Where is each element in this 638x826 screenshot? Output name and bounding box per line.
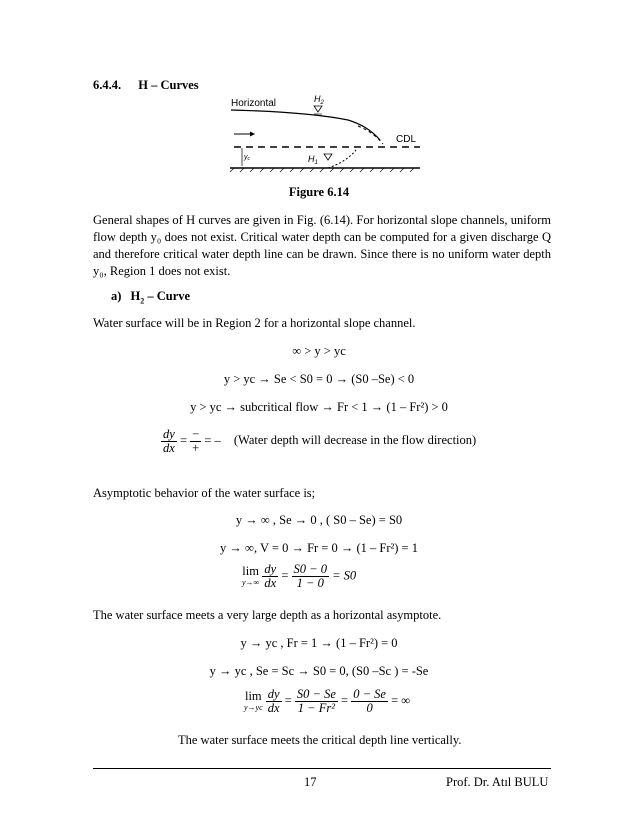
h2-curve: [231, 110, 380, 140]
final-text: The water surface meets the critical depth line vertically.: [178, 733, 462, 747]
subsection-label: a): [111, 289, 122, 303]
section-title: H – Curves: [138, 78, 199, 92]
equation-limit-infinity: lim y→∞ $\frac{dy}{dx}$ = $\frac{S0 - 0}{1 - 0}$ = S0: [242, 562, 357, 590]
intro-paragraph: General shapes of H curves are given in Fig. (6.14). For horizontal slope channels, uniform flow depth y₀ does not exist. Critical water depth can be computed for a given discharge Q and therefore critical water depth line can be drawn. Since there is no uniform water depth y₀, Region 1 does not exist.: [93, 213, 551, 278]
footer-author: Prof. Dr. Atıl BULU: [446, 775, 549, 789]
equation-dydx-sign: $\frac{dy}{dx}$ = $\frac{-}{+}$ = – (Water depth will decrease in the flow direction): [163, 427, 477, 455]
section-heading: [93, 78, 199, 93]
figure-label-cdl: CDL: [396, 134, 417, 145]
sign-fraction: $\frac{-}{+}$: [192, 427, 200, 455]
h-curves-figure: [228, 92, 428, 174]
figure-caption: Figure 6.14: [288, 185, 350, 199]
figure-label-horizontal: Horizontal: [231, 98, 277, 109]
h1-curve: [328, 150, 356, 168]
equation-velocity-zero: y → ∞, V = 0 → Fr = 0 → (1 – Fr²) = 1: [220, 541, 418, 555]
subsection-heading: [111, 289, 190, 306]
figure-label-h2: $H_2$: [314, 94, 324, 106]
h2-curve-extension: [358, 126, 383, 144]
subsection-title: $H_2$ – Curve: [130, 289, 191, 306]
figure-label-yc: yc: [244, 154, 250, 162]
flow-arrow-head: [250, 132, 255, 137]
figure-label-h1: $H_1$: [308, 154, 318, 166]
equation-slope-relation: y > yc → Se < S0 = 0 → (S0 –Se) < 0: [223, 372, 415, 386]
dydx-fraction: $\frac{dy}{dx}$: [163, 427, 175, 455]
equation-critical-froude: y → yc , Fr = 1 → (1 – Fr²) = 0: [240, 636, 398, 650]
equation-depth-range: ∞ > y > yc: [292, 344, 346, 358]
equation-limit-critical: lim y→yc $\frac{dy}{dx}$ = $\frac{S0 - Se}{\text{1 − Fr²}}$ = $\frac{0 - Se}{0}$ = ∞: [244, 687, 411, 715]
water-surface-symbol-h2: [314, 106, 322, 114]
footer-rule: [93, 768, 551, 769]
equation-note: (Water depth will decrease in the flow direction): [233, 433, 477, 448]
asymptotic-text: Asymptotic behavior of the water surface is;: [93, 486, 316, 500]
water-surface-symbol-h1: [324, 154, 332, 160]
equation-froude-relation: y > yc → subcritical flow → Fr < 1 → (1 – Fr²) > 0: [190, 400, 448, 414]
horizontal-asymptote-text: The water surface meets a very large depth as a horizontal asymptote.: [93, 608, 442, 622]
region-text: Water surface will be in Region 2 for a horizontal slope channel.: [93, 316, 416, 330]
section-number: 6.4.4.: [93, 78, 122, 92]
equation-critical-slope: y → yc , Se = Sc → S0 = 0, (S0 –Sc ) = -Se: [209, 664, 429, 678]
page-number: 17: [304, 775, 317, 789]
equation-large-depth: y → ∞ , Se → 0 , ( S0 – Se) = S0: [235, 513, 403, 527]
